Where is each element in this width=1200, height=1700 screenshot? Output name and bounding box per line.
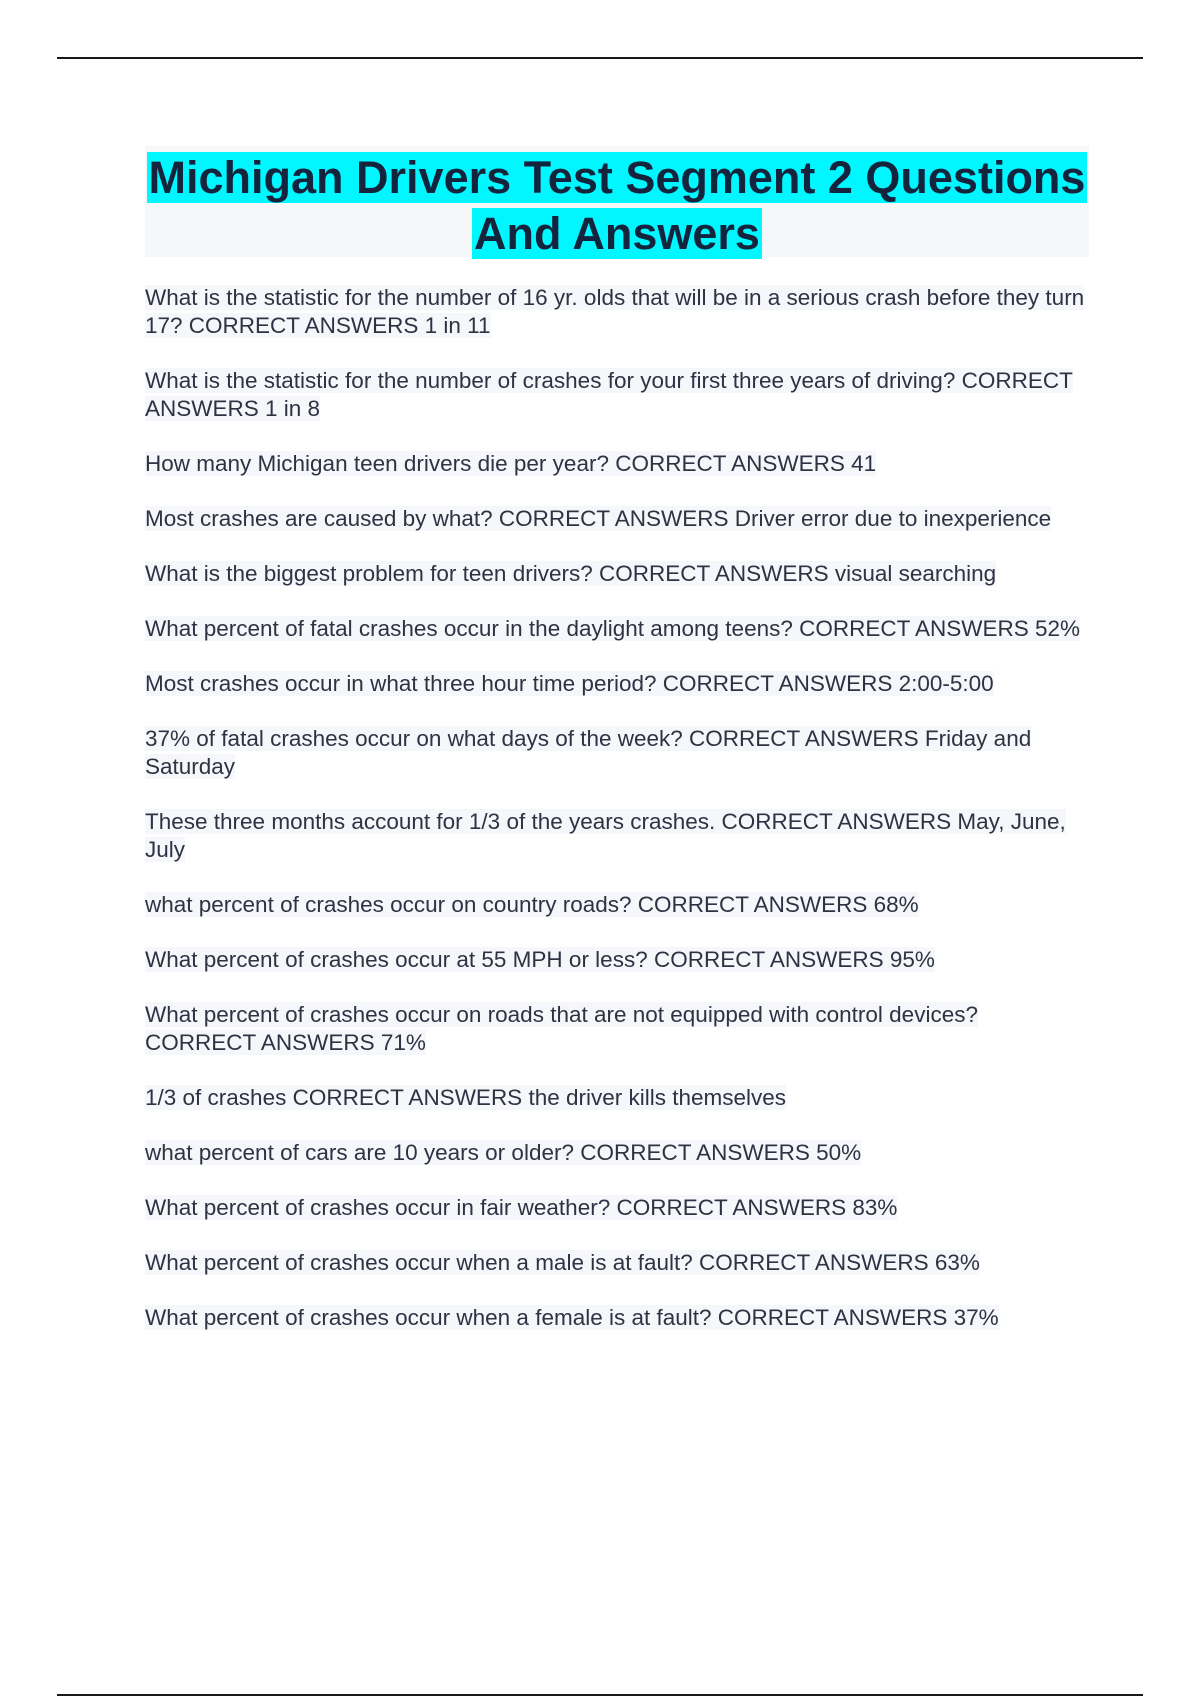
qa-text: What percent of crashes occur on roads that are not equipped with control devices? CORRECT ANSWERS 71% (145, 1002, 978, 1055)
qa-text: What percent of fatal crashes occur in the daylight among teens? CORRECT ANSWERS 52% (145, 616, 1081, 641)
qa-item (145, 1139, 1089, 1167)
page-title: Michigan Drivers Test Segment 2 Questions And Answers (148, 152, 1086, 259)
qa-item (145, 615, 1089, 643)
qa-text: These three months account for 1/3 of the years crashes. CORRECT ANSWERS May, June, July (145, 809, 1066, 862)
qa-item (145, 891, 1089, 919)
qa-item (145, 1304, 1089, 1332)
qa-text: 37% of fatal crashes occur on what days of the week? CORRECT ANSWERS Friday and Saturday (145, 726, 1032, 779)
qa-text: What percent of crashes occur when a female is at fault? CORRECT ANSWERS 37% (145, 1305, 999, 1330)
qa-item (145, 450, 1089, 478)
qa-text: What is the statistic for the number of crashes for your first three years of driving? CORRECT ANSWERS 1 in 8 (145, 368, 1073, 421)
qa-text: 1/3 of crashes CORRECT ANSWERS the driver kills themselves (145, 1085, 787, 1110)
qa-list (145, 284, 1089, 1359)
qa-text: What is the statistic for the number of 16 yr. olds that will be in a serious crash before they turn 17? CORRECT ANSWERS 1 in 11 (145, 285, 1085, 338)
qa-text: Most crashes are caused by what? CORRECT ANSWERS Driver error due to inexperience (145, 506, 1052, 531)
qa-item (145, 1084, 1089, 1112)
qa-item (145, 560, 1089, 588)
bottom-rule (57, 1694, 1143, 1696)
qa-item (145, 367, 1089, 423)
qa-text: what percent of cars are 10 years or older? CORRECT ANSWERS 50% (145, 1140, 862, 1165)
qa-text: What is the biggest problem for teen drivers? CORRECT ANSWERS visual searching (145, 561, 997, 586)
qa-item (145, 1249, 1089, 1277)
qa-text: Most crashes occur in what three hour time period? CORRECT ANSWERS 2:00-5:00 (145, 671, 994, 696)
top-rule (57, 57, 1143, 59)
qa-item (145, 505, 1089, 533)
qa-item (145, 1001, 1089, 1057)
qa-text: what percent of crashes occur on country roads? CORRECT ANSWERS 68% (145, 892, 919, 917)
qa-text: What percent of crashes occur in fair weather? CORRECT ANSWERS 83% (145, 1195, 898, 1220)
qa-item (145, 808, 1089, 864)
qa-item (145, 670, 1089, 698)
title-block (145, 146, 1089, 257)
qa-text: What percent of crashes occur when a male is at fault? CORRECT ANSWERS 63% (145, 1250, 980, 1275)
qa-item (145, 725, 1089, 781)
qa-text: How many Michigan teen drivers die per year? CORRECT ANSWERS 41 (145, 451, 877, 476)
qa-text: What percent of crashes occur at 55 MPH or less? CORRECT ANSWERS 95% (145, 947, 935, 972)
qa-item (145, 946, 1089, 974)
qa-item (145, 1194, 1089, 1222)
qa-item (145, 284, 1089, 340)
